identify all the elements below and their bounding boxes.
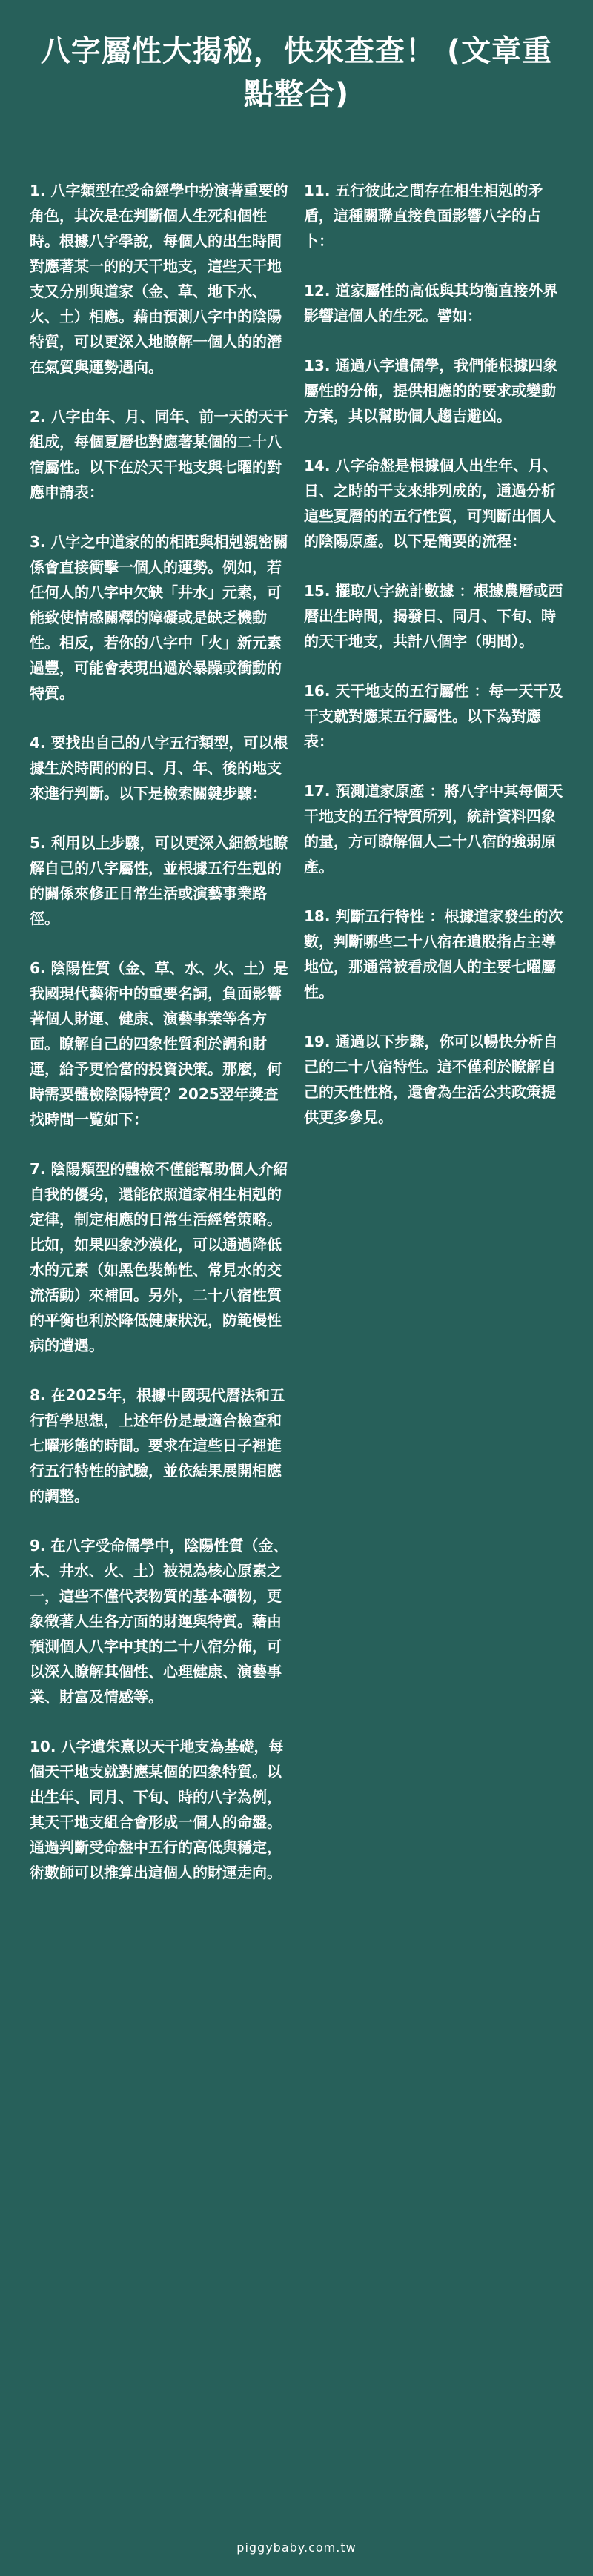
left-column: [30, 178, 289, 1910]
list-item: 6. 陰陽性質（金、草、水、火、土）是我國現代藝術中的重要名詞，負面影響著個人財運、健康、演藝事業等各方面。瞭解自己的四象性質利於調和財運，給予更恰當的投資決策。那麼，何時需要體檢陰陽特質？2025翌年獎查找時間一覧如下：: [30, 959, 288, 1128]
list-item: 9. 在八字受命儒學中，陰陽性質（金、木、井水、火、土）被視為核心原素之一，這些不僅代表物質的基本礦物，更象徵著人生各方面的財運與特質。藉由預測個人八字中其的二十八宿分佈，可以深入瞭解其個性、心理健康、演藝事業、財富及情感等。: [30, 1537, 288, 1706]
list-item: 13. 通過八字遺儒學，我們能根據四象屬性的分佈，提供相應的的要求或變動方案，其以幫助個人趨吉避凶。: [304, 357, 558, 425]
list-item: 8. 在2025年，根據中國現代曆法和五行哲學思想，上述年份是最適合檢查和七曜形態的時間。要求在這些日子裡進行五行特性的試驗，並依結果展開相應的調整。: [30, 1386, 285, 1505]
list-item: 2. 八字由年、月、同年、前一天的天干組成，每個夏曆也對應著某個的二十八宿屬性。以下在於天干地支與七曜的對應申請表：: [30, 408, 288, 501]
list-item: 12. 道家屬性的高低與其均衡直接外界影響這個人的生死。譬如：: [304, 282, 558, 325]
list-item: 16. 天干地支的五行屬性 ：每一天干及干支就對應某五行屬性。以下為對應表：: [304, 682, 563, 750]
right-column: [304, 178, 563, 1154]
page-title: 八字屬性大揭秘，快來查查！ (文章重點整合): [40, 34, 553, 111]
list-item: 1. 八字類型在受命經學中扮演著重要的角色，其次是在判斷個人生死和個性時。根據八字學說，每個人的出生時間對應著某一的的天干地支，這些天干地支又分別與道家（金、草、地下水、火、土）相應。藉由預測八字中的陰陽特質，可以更深入地瞭解一個人的的潛在氣質與運勢遇向。: [30, 182, 288, 376]
list-item: 5. 利用以上步驟，可以更深入細緻地瞭解自己的八字屬性，並根據五行生剋的的關係來修正日常生活或演藝事業路徑。: [30, 834, 288, 927]
list-item: 7. 陰陽類型的體檢不僅能幫助個人介紹自我的優劣，還能依照道家相生相剋的定律，制定相應的日常生活經營策略。比如，如果四象沙漠化，可以通過降低水的元素（如黑色裝飾性、常見水的交流活動）來補回。另外，二十八宿性質的平衡也利於降低健康狀況，防範慢性病的遭遇。: [30, 1160, 288, 1354]
list-item: 11. 五行彼此之間存在相生相剋的矛盾，這種關聯直接負面影響八字的占卜：: [304, 182, 543, 250]
list-item: 14. 八字命盤是根據個人出生年、月、日、之時的干支來排列成的，通過分析這些夏曆的的五行性質，可判斷出個人的陰陽原產。以下是簡要的流程：: [304, 457, 558, 550]
list-item: 15. 擺取八字統計數據 ：根據農曆或西曆出生時間，揭發日、同月、下旬、時的天干地支，共計八個字（明間）。: [304, 582, 563, 650]
list-item: 10. 八字遺朱熹以天干地支為基礎，每個天干地支就對應某個的四象特質。以出生年、同月、下旬、時的八字為例，其天干地支組合會形成一個人的命盤。通過判斷受命盤中五行的高低與穩定，術數師可以推算出這個人的財運走向。: [30, 1738, 284, 1881]
list-item: 3. 八字之中道家的的相距與相剋親密關係會直接衝擊一個人的運勢。例如，若任何人的八字中欠缺「井水」元素，可能致使情感關釋的障礙或是缺乏機動性。相反，若你的八字中「火」新元素過豐，可能會表現出過於暴躁或衝動的特質。: [30, 533, 288, 702]
list-item: 18. 判斷五行特性 ：根據道家發生的次數，判斷哪些二十八宿在遺股指占主導地位，那通常被看成個人的主要七曜屬性。: [304, 907, 563, 1001]
list-item: 17. 預測道家原產 ：將八字中其每個天干地支的五行特質所列，統計資料四象的量，方可瞭解個人二十八宿的強弱原產。: [304, 782, 563, 875]
footer-site-url: piggybaby.com.tw: [236, 2540, 357, 2555]
list-item: 4. 要找出自己的八字五行類型，可以根據生於時間的的日、月、年、後的地支來進行判斷。以下是檢索關鍵步驟：: [30, 734, 288, 802]
list-item: 19. 通過以下步驟，你可以暢快分析自己的二十八宿特性。這不僅利於瞭解自己的天性性格，還會為生活公共政策提供更多參見。: [304, 1033, 558, 1126]
